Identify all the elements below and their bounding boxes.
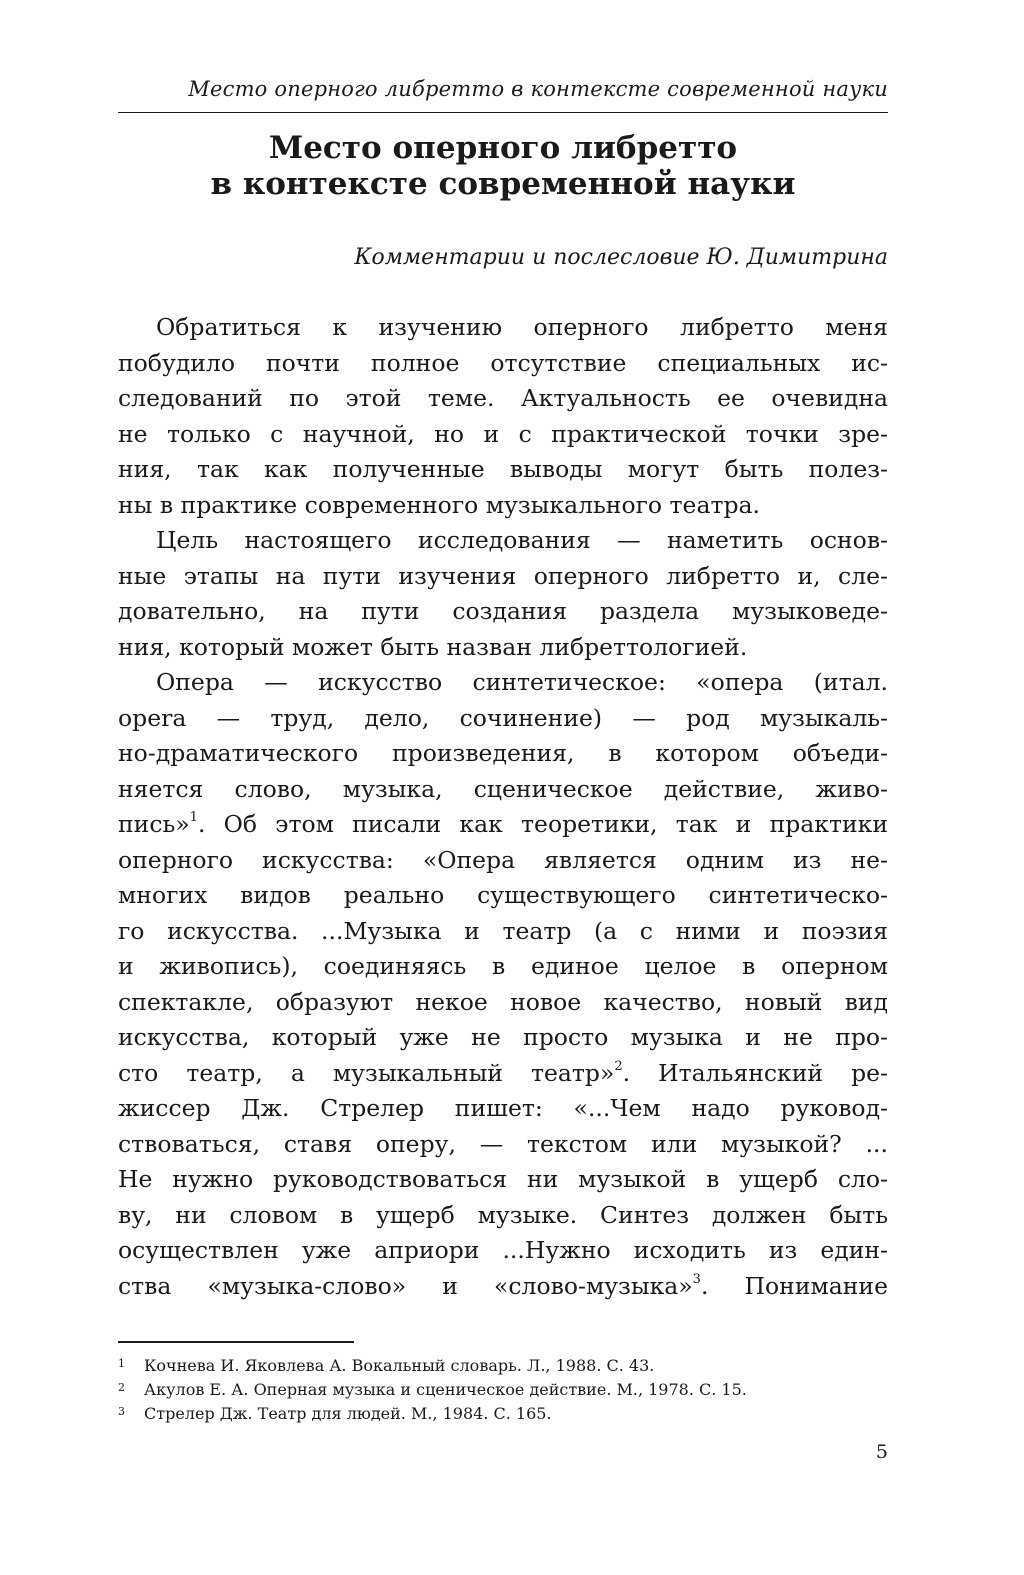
footnote-number: 1	[118, 1357, 125, 1370]
text-line: го искусства. ...Музыка и театр (а с ними и поэзия	[118, 916, 888, 945]
text-line: и живопись), соединяясь в единое целое в оперном	[118, 952, 888, 980]
footnote-text: Акулов Е. А. Оперная музыка и сценическое действие. М., 1978. С. 15.	[144, 1380, 747, 1399]
text-line: Опера — искусство синтетическое: «опера (итал.	[156, 668, 888, 696]
body-text	[118, 310, 888, 1304]
text-line: спектакле, образуют некое новое качество, новый вид	[118, 987, 888, 1016]
text-line: довательно, на пути создания раздела музыковеде-	[118, 597, 888, 625]
text-line: ны в практике современного музыкального театра.	[118, 490, 760, 519]
text-line: ствоваться, ставя оперу, — текстом или музыкой? ...	[118, 1129, 888, 1158]
footnote-ref-1[interactable]: 1	[189, 810, 198, 826]
text-line	[118, 807, 888, 843]
footnote-text: Кочнева И. Яковлева А. Вокальный словарь. Л., 1988. С. 43.	[144, 1356, 655, 1375]
text-line: ву, ни словом в ущерб музыке. Синтез должен быть	[118, 1200, 888, 1229]
page-number: 5	[875, 1441, 888, 1463]
text-segment: ства «музыка-слово» и «слово-музыка»	[118, 1271, 693, 1300]
text-line: Обратиться к изучению оперного либретто меня	[156, 313, 888, 341]
book-page	[118, 0, 888, 1575]
paragraph-1	[118, 310, 888, 523]
chapter-title-line-1: Место оперного либретто	[268, 130, 738, 166]
footnote-2	[118, 1376, 888, 1400]
chapter-title-line-2: в контексте современной науки	[210, 166, 796, 202]
footnote-text: Стрелер Дж. Театр для людей. М., 1984. С. 165.	[144, 1404, 552, 1423]
footnote-3	[118, 1400, 888, 1424]
text-line: ния, так как полученные выводы могут быть полез-	[118, 455, 888, 483]
running-head: Место оперного либретто в контексте современной науки	[188, 77, 888, 101]
footnote-number: 3	[118, 1405, 125, 1418]
text-line: opera — труд, дело, сочинение) — род музыкаль-	[118, 703, 888, 732]
paragraph-3	[118, 665, 888, 1304]
footnote-ref-2[interactable]: 2	[614, 1058, 623, 1074]
text-line: не только с научной, но и с практической точки зре-	[118, 419, 888, 448]
text-line: побудило почти полное отсутствие специальных ис-	[118, 348, 888, 377]
text-segment: сто театр, а музыкальный театр»	[118, 1058, 615, 1087]
text-line: но-драматического произведения, в котором объеди-	[118, 739, 888, 767]
running-head-rule	[118, 112, 888, 113]
text-line: ния, который может быть назван либреттологией.	[118, 632, 748, 661]
footnotes	[118, 1352, 888, 1424]
text-line: Не нужно руководствоваться ни музыкой в ущерб сло-	[118, 1165, 888, 1193]
footnote-number: 2	[118, 1381, 125, 1394]
text-segment: . Итальянский ре-	[622, 1058, 888, 1087]
text-line: ные этапы на пути изучения оперного либретто и, сле-	[118, 561, 888, 590]
text-segment: . Понимание	[700, 1271, 889, 1300]
footnote-ref-3[interactable]: 3	[692, 1271, 701, 1287]
text-line: жиссер Дж. Стрелер пишет: «...Чем надо руковод-	[118, 1094, 888, 1122]
text-segment: . Об этом писали как теоретики, так и практики	[197, 810, 888, 838]
chapter-title	[118, 130, 888, 202]
text-line: няется слово, музыка, сценическое действие, живо-	[118, 774, 888, 803]
text-line: Цель настоящего исследования — наметить основ-	[156, 526, 888, 554]
footnote-rule	[118, 1341, 354, 1343]
paragraph-2	[118, 523, 888, 665]
text-line	[118, 1056, 888, 1092]
text-line: осуществлен уже априори ...Нужно исходить из един-	[118, 1236, 888, 1264]
byline: Комментарии и послесловие Ю. Димитрина	[354, 245, 888, 270]
text-line: следований по этой теме. Актуальность ее очевидна	[118, 384, 888, 412]
text-segment: пись»	[118, 810, 190, 838]
text-line: многих видов реально существующего синтетическо-	[118, 881, 888, 909]
text-line: искусства, который уже не просто музыка и не про-	[118, 1023, 888, 1051]
text-line: оперного искусства: «Опера является одним из не-	[118, 845, 888, 874]
footnote-1	[118, 1352, 888, 1376]
text-line	[118, 1269, 888, 1305]
